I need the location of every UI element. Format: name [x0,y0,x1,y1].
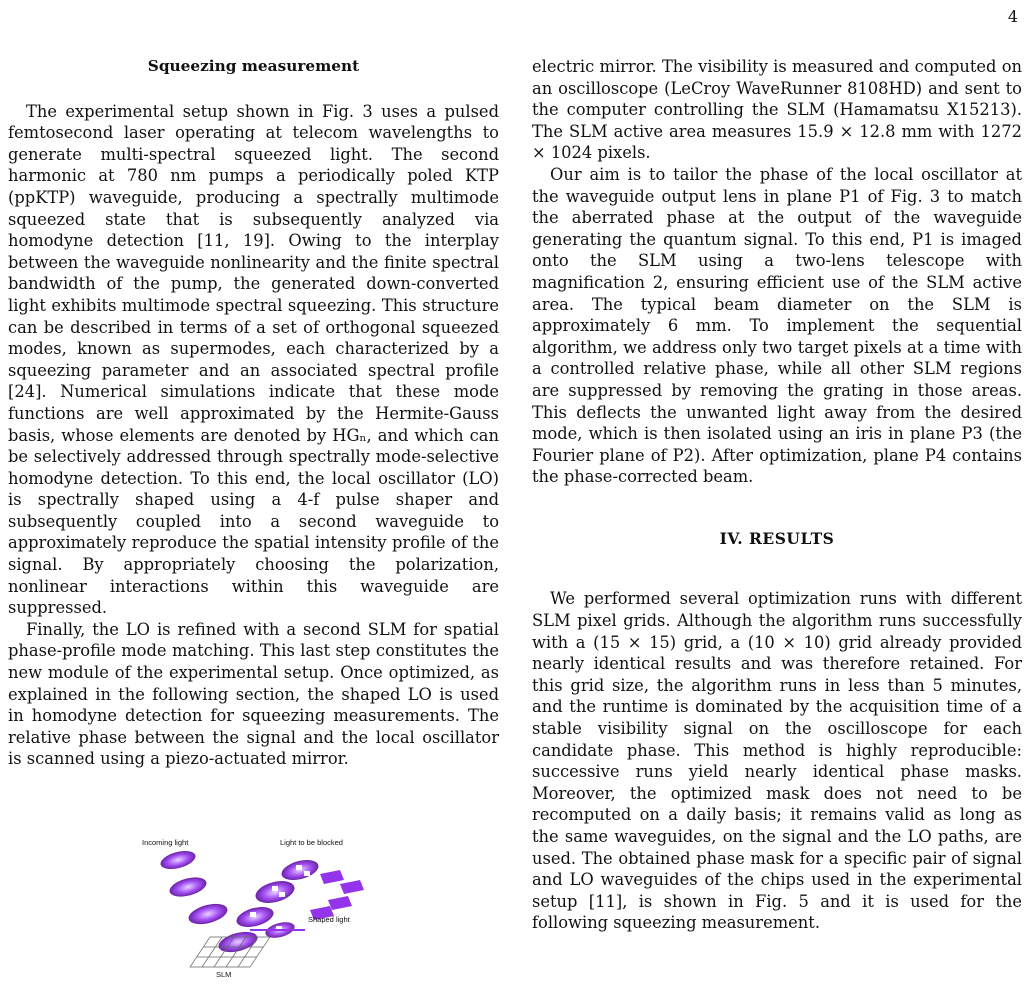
blocked-light [310,870,364,920]
paragraph: We performed several optimization runs with different SLM pixel grids. Although the algorithm runs successfully with a (15 × 15) grid, a (10 × 10) grid already provided nearly identical results and was therefore retained. For this grid size, the algorithm runs in less than 5 minutes, and the runtime is dominated by the acquisition time of a stable visibility signal on the oscilloscope for each candidate phase. This method is highly reproducible: successive runs yield nearly identical phase masks. Moreover, the optimized mask does not need to be recomputed on a daily basis; it remains valid as long as the same waveguides, on the signal and the LO paths, are used. The obtained phase mask for a specific pair of signal and LO waveguides of the chips used in the experimental setup [11], is shown in Fig. 5 and it is used for the following squeezing measurement. [532,589,1022,933]
label-incoming-light: Incoming light [142,838,189,847]
figure-slm-schematic [130,822,380,982]
paragraph-continued: electric mirror. The visibility is measured and computed on an oscilloscope (LeCroy WaveRunner 8108HD) and sent to the computer controlling the SLM (Hamamatsu X15213). The SLM active area measures 15.9 × 12.8 mm with 1272 × 1024 pixels. [532,57,1022,163]
label-light-to-be-blocked: Light to be blocked [280,838,343,847]
label-slm: SLM [216,970,232,979]
section-heading-results: IV. RESULTS [719,528,835,548]
paragraph: The experimental setup shown in Fig. 3 uses a pulsed femtosecond laser operating at telecom wavelengths to generate multi-spectral squeezed light. The second harmonic at 780 nm pumps a periodically poled KTP (ppKTP) waveguide, producing a spectrally multimode squeezed state that is subsequently analyzed via homodyne detection [11, 19]. Owing to the interplay between the waveguide nonlinearity and the finite spectral bandwidth of the pump, the generated down-converted light exhibits multimode spectral squeezing. This structure can be described in terms of a set of orthogonal squeezed modes, known as supermodes, each characterized by a squeezing parameter and an associated spectral profile [24]. Numerical simulations indicate that these mode functions are well approximated by the Hermite-Gauss basis, whose elements are denoted by HGₙ, and which can be selectively addressed through spectrally mode-selective homodyne detection. To this end, the local oscillator (LO) is spectrally shaped using a 4-f pulse shaper and subsequently coupled into a second waveguide to approximately reproduce the spatial intensity profile of the signal. By appropriately choosing the polarization, nonlinear interactions within this waveguide are suppressed. [8,101,499,618]
left-column [8,56,499,770]
reflected-beams [234,856,320,940]
paragraph: Finally, the LO is refined with a second SLM for spatial phase-profile mode matching. This last step constitutes the new module of the experimental setup. Once optimized, as explained in the following section, the shaped LO is used in homodyne detection for squeezing measurements. The relative phase between the signal and the local oscillator is scanned using a piezo-actuated mirror. [8,619,499,769]
right-column [532,56,1022,934]
label-shaped-light: Shaped light [308,915,350,924]
paragraph: Our aim is to tailor the phase of the local oscillator at the waveguide output lens in plane P1 of Fig. 3 to match the aberrated phase at the output of the waveguide generating the quantum signal. To this end, P1 is imaged onto the SLM using a two-lens telescope with magnification 2, ensuring efficient use of the SLM active area. The typical beam diameter on the SLM is approximately 6 mm. To implement the sequential algorithm, we address only two target pixels at a time with a controlled relative phase, while all other SLM regions are suppressed by removing the grating in those areas. This deflects the unwanted light away from the desired mode, which is then isolated using an iris in plane P3 (the Fourier plane of P2). After optimization, plane P4 contains the phase-corrected beam. [532,164,1022,487]
page-number: 4 [1007,7,1018,26]
subsection-heading: Squeezing measurement [147,57,360,75]
